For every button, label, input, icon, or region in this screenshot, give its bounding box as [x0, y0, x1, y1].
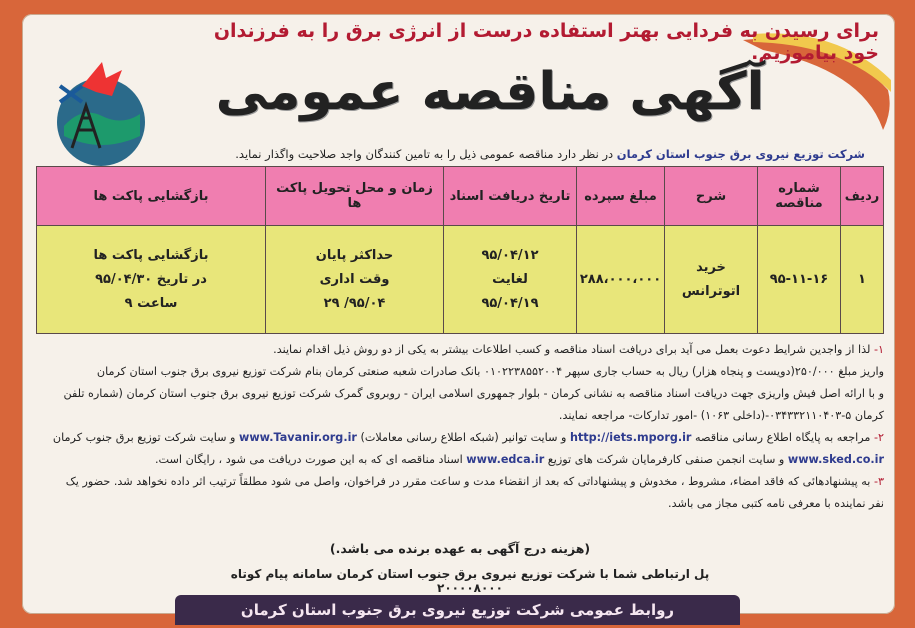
header-tender-number: شماره مناقصه: [758, 167, 841, 226]
paragraph-1-line-2: واریز مبلغ ۲۵۰/۰۰۰(دویست و پنجاه هزار) ریال به حساب جاری سپهر ۰۱۰۲۲۳۸۵۵۲۰۰۴ بانک صادرات شعبه صنعتی کرمان بنام شرکت توزیع نیروی برق جنوب استان کرمان: [96, 365, 884, 378]
conditions-text: [38, 339, 884, 515]
header-delivery: زمان و محل تحویل پاکت ها: [266, 167, 444, 226]
link-iets[interactable]: http://iets.mporg.ir: [569, 431, 692, 444]
paragraph-2-text-e: اسناد مناقصه ای که به این صورت دریافت می شود ، رایگان است.: [154, 453, 467, 466]
table-header-row: [37, 167, 884, 226]
receive-until: لغایت: [492, 271, 528, 287]
page-title: آگهی مناقصه عمومی: [215, 62, 765, 122]
delivery-line-2: وقت اداری: [319, 271, 390, 287]
slogan-text: برای رسیدن به فردایی بهتر استفاده درست از انرژی برق را به فرزندان خود بیاموزیم.: [213, 20, 879, 64]
sms-line: پل ارتباطی شما با شرکت توزیع نیروی برق جنوب استان کرمان سامانه پیام کوتاه ۲۰۰۰۰۸۰۰۰: [230, 567, 710, 595]
footer-bar: روابط عمومی شرکت توزیع نیروی برق جنوب استان کرمان: [175, 595, 740, 625]
link-sked[interactable]: www.sked.co.ir: [787, 453, 884, 466]
receive-from: ۹۵/۰۴/۱۲: [481, 247, 539, 263]
opening-line-3: ساعت ۹: [124, 295, 178, 311]
cell-receive-date: [444, 226, 577, 334]
receive-to: ۹۵/۰۴/۱۹: [481, 295, 539, 311]
paragraph-1-number: ۱-: [870, 343, 884, 356]
header-deposit: مبلغ سپرده: [577, 167, 665, 226]
paragraph-3-text: به پیشنهادهائی که فاقد امضاء، مشروط ، مخدوش و پیشنهاداتی که بعد از انقضاء مدت و ساعت مقرر در فراخوان، واصل می شود مطلقاً ترتیب اثر داده نخواهد شد. حضور یک: [65, 475, 871, 488]
paragraph-2-text-a: مراجعه به پایگاه اطلاع رسانی مناقصه: [691, 431, 871, 444]
cell-tender-number: ۹۵-۱۱-۱۶: [758, 226, 841, 334]
opening-line-2: در تاریخ ۹۵/۰۴/۳۰: [95, 271, 207, 287]
delivery-line-1: حداکثر پایان: [315, 247, 394, 263]
delivery-line-3: ۹۵/۰۴/ ۲۹: [323, 295, 386, 311]
cell-deposit: ۲۸۸،۰۰۰،۰۰۰: [577, 226, 665, 334]
cell-delivery: [266, 226, 444, 334]
paragraph-3-line-2: نفر نماینده با معرفی نامه کتبی مجاز می باشد.: [668, 497, 884, 510]
link-edca[interactable]: www.edca.ir: [466, 453, 545, 466]
paragraph-2: [38, 427, 884, 449]
opening-line-1: بازگشایی پاکت ها: [93, 247, 209, 263]
paragraph-2-text-c: و سایت شرکت توزیع برق جنوب کرمان: [52, 431, 240, 444]
cell-row-number: ۱: [841, 226, 884, 334]
cell-opening: [37, 226, 266, 334]
paragraph-2-line-2: [38, 449, 884, 471]
paragraph-2-text-b: و سایت توانیر (شبکه اطلاع رسانی معاملات): [356, 431, 570, 444]
paragraph-1-text: لذا از واجدین شرایط دعوت بعمل می آید برای دریافت اسناد مناقصه و کسب اطلاعات بیشتر به یکی از دو روش ذیل اقدام نمایند.: [273, 343, 871, 356]
cost-note: (هزینه درج آگهی به عهده برنده می باشد.): [329, 541, 591, 556]
transmission-tower-logo-icon: [42, 56, 160, 174]
paragraph-2-text-d: و سایت انجمن صنفی کارفرمایان شرکت های توزیع: [544, 453, 788, 466]
paragraph-1-line-4: کرمان ۵-۰۳۴۳۳۲۱۱۰۴۰۳-(داخلی ۱۰۶۳) -امور تدارکات- مراجعه نمایند.: [558, 409, 884, 422]
table-row: [37, 226, 884, 334]
tender-table: [36, 166, 884, 334]
header-opening: بازگشایی پاکت ها: [37, 167, 266, 226]
intro-paragraph: [225, 147, 865, 161]
link-tavanir[interactable]: www.Tavanir.org.ir: [239, 431, 357, 444]
paragraph-1-line-3: و با ارائه اصل فیش واریزی جهت دریافت اسناد مناقصه به نشانی کرمان - بلوار جمهوری اسلامی ایران - روبروی گمرک شرکت توزیع نیروی برق جنوب استان کرمان (شماره تلفن: [63, 387, 884, 400]
intro-text: در نظر دارد مناقصه عمومی ذیل را به تامین کنندگان واجد صلاحیت واگذار نماید.: [235, 147, 617, 161]
cell-description: خرید اتوترانس: [665, 226, 758, 334]
organization-name: شرکت توزیع نیروی برق جنوب استان کرمان: [616, 147, 865, 161]
paragraph-3: [38, 471, 884, 493]
header-receive-date: تاریخ دریافت اسناد: [444, 167, 577, 226]
header-description: شرح: [665, 167, 758, 226]
paragraph-3-number: ۳-: [870, 475, 884, 488]
paragraph-2-number: ۲-: [870, 431, 884, 444]
header-row-number: ردیف: [841, 167, 884, 226]
paragraph-1: [38, 339, 884, 361]
